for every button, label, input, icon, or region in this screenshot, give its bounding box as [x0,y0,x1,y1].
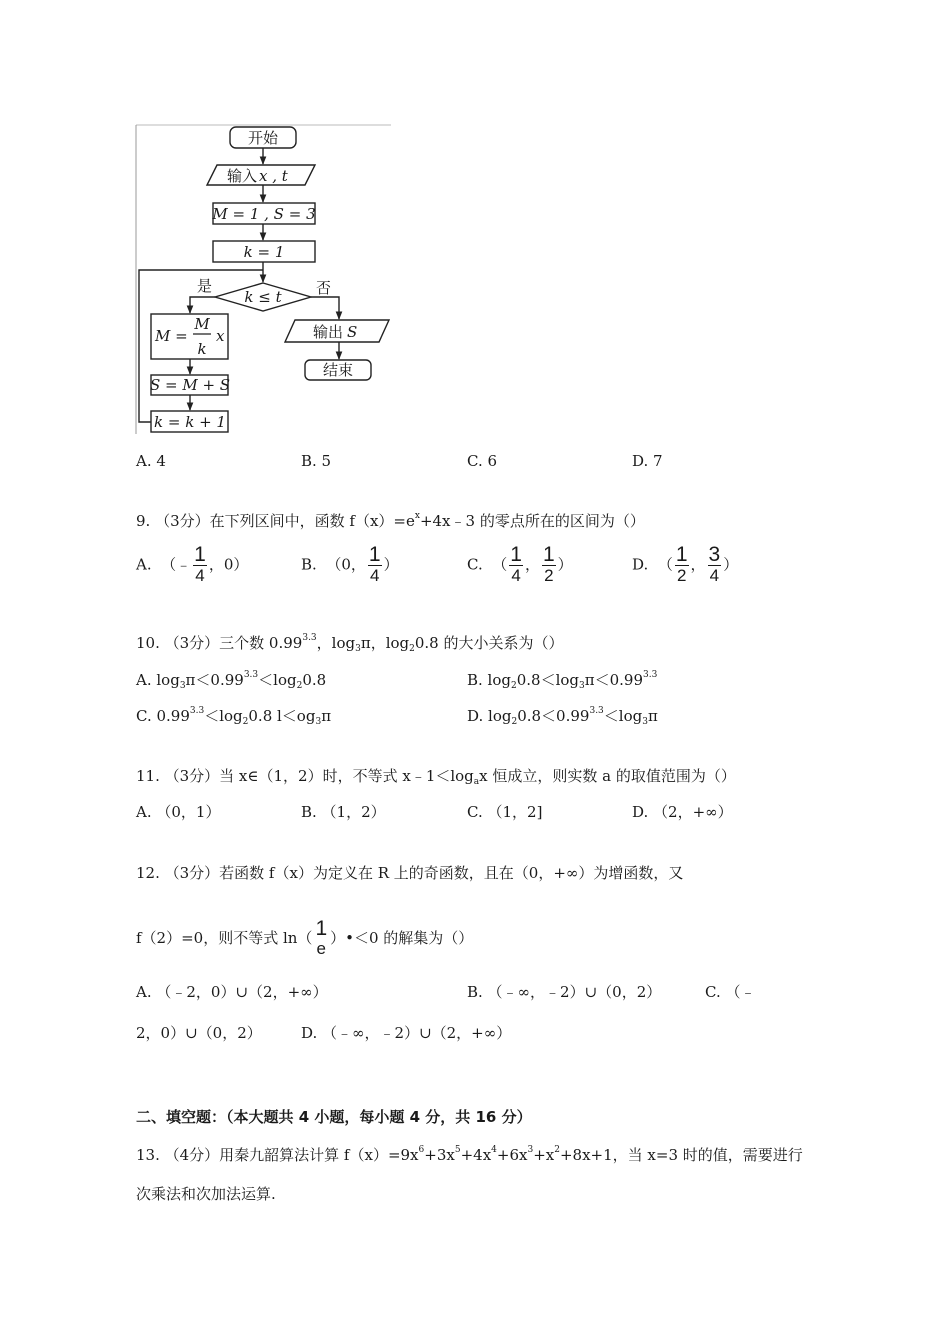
q9-c-frac1 [509,545,523,586]
q10-d-s1: 2 [511,717,518,727]
q11-stem-b: x 恒成立，则实数 a 的取值范围为（） [479,767,736,785]
q10-c-t1: C. 0.99 [136,707,190,725]
q12-option-b: B. （﹣∞，﹣2）∪（0，2） [467,983,662,1001]
q10-stem-c: π，log [360,634,410,652]
q12-line2-post: ）•＜0 的解集为（） [330,929,474,947]
q9-d-num1: 1 [675,543,688,566]
q10-option-b [467,670,657,690]
q9-a-num: 1 [194,543,206,566]
q9-exponent: x [414,511,420,521]
q13-e4: 3 [527,1145,534,1155]
q10-option-c [136,706,331,726]
q9-stem [136,511,645,531]
q9-b-pre: （0， [326,555,366,574]
q12-frac-num: 1 [315,917,328,940]
q9-c-num1: 1 [510,543,522,566]
q9-c-mid: ， [524,555,540,574]
q13-t5: +x [533,1146,555,1164]
q9-b-mid: ） [383,555,399,574]
q11-stem-sub: a [473,777,480,787]
q10-d-p1: 3.3 [589,706,604,716]
q11-option-a: A. （0，1） [136,803,221,821]
q9-c-den1: 4 [511,566,521,585]
q12-frac [314,919,328,959]
q10-a-p1: 3.3 [243,670,259,680]
q10-b-t3: π＜0.99 [584,671,644,689]
q10-a-t1: A. log [136,671,180,689]
flow-output-var: S [347,323,358,341]
flow-m-num: M [194,315,210,333]
q10-stem-a: 10. （3分）三个数 0.99 [136,634,303,652]
flowchart [135,124,393,436]
q12-line2-pre: f（2）=0，则不等式 ln（ [136,929,313,947]
q11-option-b: B. （1，2） [301,803,386,821]
q8-option-d: D. 7 [632,452,663,470]
q10-d-t2: 0.8＜0.99 [517,707,590,725]
q10-d-t1: D. log [467,707,512,725]
flow-kinit-text: k = 1 [243,243,285,261]
q13-t4: +6x [496,1146,528,1164]
q10-a-t4: 0.8 [302,671,327,689]
q11-stem [136,766,736,786]
q9-c-den2: 2 [544,566,554,585]
q12-stem-line1: 12. （3分）若函数 f（x）为定义在 R 上的奇函数，且在（0，+∞）为增函数，又 [136,864,684,882]
flow-init-text: M = 1 , S = 3 [212,205,316,223]
q13-stem-line1 [136,1145,803,1165]
q11-stem-a: 11. （3分）当 x∈（1，2）时，不等式 x﹣1＜log [136,767,474,785]
q10-c-t3: 0.8 l＜og [248,707,316,725]
q9-d-label: D. [632,555,649,574]
q9-d-num2: 3 [708,543,721,566]
flow-output-label: 输出 [313,323,344,341]
q9-a-den: 4 [195,566,205,585]
flow-m-x: x [216,327,225,345]
q9-d-pre: （ [657,555,673,574]
q9-d-post: ） [723,555,739,574]
q13-e5: 2 [554,1145,560,1155]
q10-b-s2: 3 [579,681,585,691]
flow-input-label: 输入 [227,167,258,185]
q9-option-b [301,545,399,586]
q10-stem-sub2: 2 [409,644,415,654]
q10-b-t1: B. log [467,671,511,689]
q13-e3: 4 [491,1145,497,1155]
q13-e1: 6 [418,1145,425,1155]
q12-option-c-start: C. （﹣ [705,983,756,1001]
q10-d-s2: 3 [642,717,648,727]
q9-d-mid: ， [690,555,706,574]
flow-s-text: S = M + S [149,376,231,394]
q9-b-den: 4 [370,566,380,585]
q13-t3: +4x [460,1146,492,1164]
q11-option-d: D. （2，+∞） [632,803,733,821]
q9-b-label: B. [301,555,317,574]
q13-stem-line2: 次乘法和次加法运算. [136,1185,276,1203]
q10-d-t3: ＜log [603,707,643,725]
q8-option-a: A. 4 [136,452,166,470]
q9-c-label: C. [467,555,483,574]
flow-yes-label: 是 [197,277,213,295]
q9-a-pre: （﹣ [161,555,192,574]
q10-option-d [467,706,658,726]
q10-c-s1: 2 [242,717,249,727]
q9-d-den2: 4 [709,566,720,585]
flow-end-text: 结束 [322,361,354,379]
q10-c-t4: π [321,707,332,725]
q13-t6: +8x+1，当 x=3 时的值，需要进行 [559,1146,803,1164]
flow-m-den: k [197,340,207,358]
q10-b-s1: 2 [511,681,517,691]
q10-option-a [136,670,326,690]
q9-b-num: 1 [368,543,381,566]
q13-e2: 5 [454,1145,461,1155]
q9-c-frac2 [542,545,556,586]
q10-stem [136,633,564,653]
q10-b-t2: 0.8＜log [516,671,580,689]
q9-a-mid: ，0） [208,555,249,574]
q9-a-frac [193,545,207,586]
q10-b-p1: 3.3 [643,670,658,680]
flow-start-text: 开始 [247,129,279,147]
q10-stem-d: 0.8 的大小关系为（） [414,634,564,652]
q10-stem-b: ，log [316,634,356,652]
q10-a-s2: 2 [296,681,303,691]
q9-stem-post: +4x﹣3 的零点所在的区间为（） [419,512,645,530]
q10-c-s2: 3 [315,717,322,727]
q9-c-post: ） [557,555,573,574]
q9-d-frac1 [675,545,689,586]
section2-title: 二、填空题：（本大题共 4 小题，每小题 4 分，共 16 分） [136,1108,532,1126]
q11-option-c: C. （1，2] [467,803,543,821]
q12-frac-den: e [316,939,327,958]
q10-a-t3: ＜log [258,671,297,689]
q10-stem-sub1: 3 [355,644,361,654]
q9-c-num2: 1 [542,543,555,566]
q9-b-frac [368,545,382,586]
q13-t2: +3x [424,1146,455,1164]
q9-stem-pre: 9. （3分）在下列区间中，函数 f（x）=e [136,512,415,530]
q12-option-c-cont: 2，0）∪（0，2） [136,1024,262,1042]
flow-input-vars: x , t [259,167,288,185]
q9-d-frac2 [708,545,722,586]
flow-no-label: 否 [316,279,332,297]
q12-stem-line2 [136,919,473,959]
q10-d-t4: π [647,707,658,725]
q10-stem-exp: 3.3 [302,633,317,643]
q10-a-s1: 3 [179,681,186,691]
q12-option-d: D. （﹣∞，﹣2）∪（2，+∞） [301,1024,512,1042]
q10-c-p1: 3.3 [189,706,205,716]
q9-d-den1: 2 [676,566,687,585]
q9-option-d [632,545,738,586]
q13-t1: 13. （4分）用秦九韶算法计算 f（x）=9x [136,1146,419,1164]
q8-option-b: B. 5 [301,452,332,470]
q9-c-pre: （ [492,555,508,574]
q10-a-t2: π＜0.99 [185,671,244,689]
q9-option-c [467,545,573,586]
flow-condition-text: k ≤ t [244,288,282,306]
q9-a-label: A. [136,555,152,574]
flow-k-text: k = k + 1 [154,413,226,431]
q8-option-c: C. 6 [467,452,498,470]
q10-c-t2: ＜log [204,707,243,725]
q9-option-a [136,545,248,586]
flow-m-lhs: M = [155,327,188,345]
q12-option-a: A. （﹣2，0）∪（2，+∞） [136,983,328,1001]
